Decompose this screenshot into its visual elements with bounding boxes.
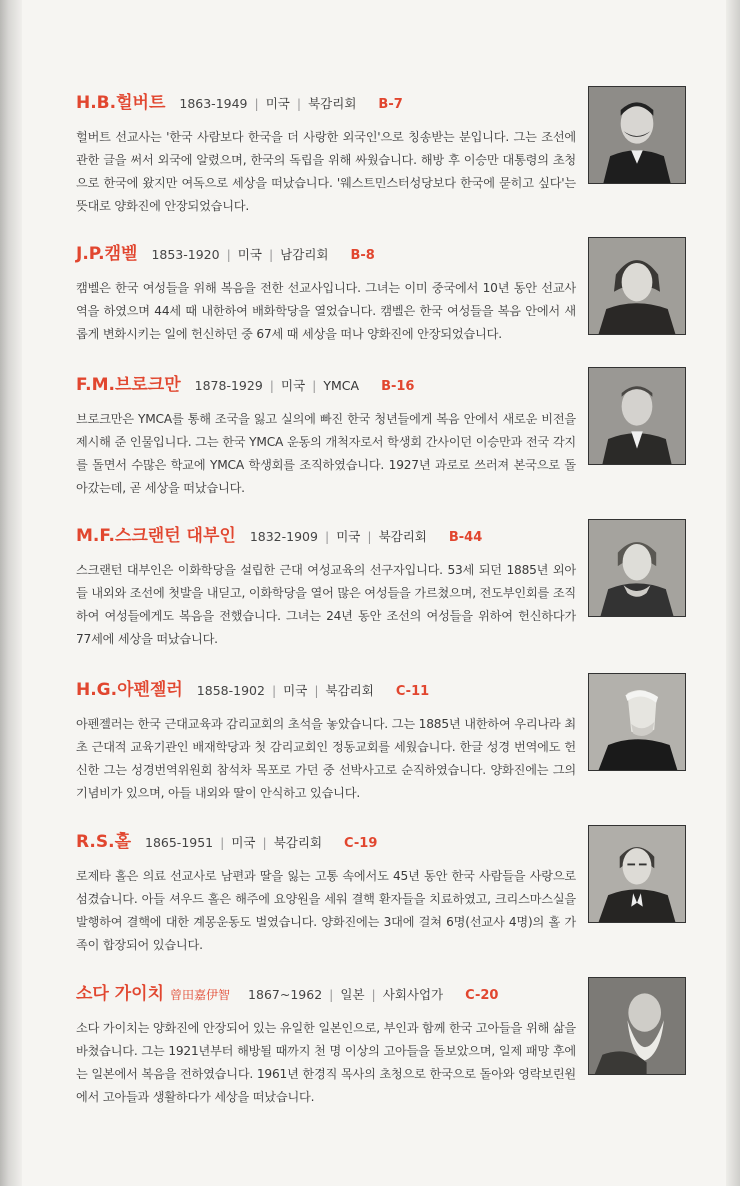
entry-soda: [76, 979, 576, 1109]
entry-appenzeller: [76, 675, 576, 805]
entry-country: 미국: [265, 96, 290, 111]
divider: |: [296, 96, 302, 111]
entry-years: 1867~1962: [248, 987, 323, 1002]
portrait-photo: [588, 977, 686, 1075]
entry-org: 사회사업가: [382, 987, 444, 1002]
entry-name: H.G.아펜젤러: [76, 680, 183, 700]
entry-country: 미국: [237, 247, 262, 262]
entry-code: C-11: [395, 684, 430, 699]
entry-years: 1832-1909: [249, 529, 318, 544]
entry-campbell: [76, 239, 576, 346]
entry-code: B-8: [350, 248, 375, 263]
entry-name: F.M.브로크만: [76, 375, 181, 395]
entry-org: 북감리회: [308, 96, 357, 111]
entry-country: 미국: [281, 378, 306, 393]
divider: |: [312, 378, 317, 393]
entry-name: J.P.캠벨: [76, 244, 138, 264]
entry-header: [76, 88, 576, 113]
entry-country: 미국: [231, 835, 256, 850]
entry-org: 남감리회: [280, 247, 329, 262]
entry-code: C-20: [465, 988, 499, 1003]
entry-name: 소다 가이치: [76, 984, 165, 1004]
entry-years: 1878-1929: [194, 378, 263, 393]
entry-description: 캠벨은 한국 여성들을 위해 복음을 전한 선교사입니다. 그녀는 이미 중국에서 10년 동안 선교사역을 하였으며 44세 때 내한하여 배화학당을 열었습니다. 캠벨은 한국 여성들을 복음 안에서 새롭게 변화시키는 일에 헌신하던 중 67세 때 세상을 떠나 양화진에 안장되었습니다.: [76, 281, 576, 341]
divider: |: [367, 529, 372, 544]
divider: |: [371, 987, 376, 1002]
portrait-photo: [588, 86, 686, 184]
entry-years: 1865-1951: [145, 835, 214, 850]
entry-hall: [76, 827, 576, 957]
entry-hulbert: [76, 88, 576, 218]
divider: |: [314, 683, 319, 698]
portrait-photo: [588, 825, 686, 923]
portrait-photo: [588, 367, 686, 465]
entry-code: B-16: [381, 379, 415, 394]
entry-name: H.B.헐버트: [76, 93, 166, 113]
portrait-photo: [588, 673, 686, 771]
entry-description: 아펜젤러는 한국 근대교육과 감리교회의 초석을 놓았습니다. 그는 1885년 내한하여 우리나라 최초 근대적 교육기관인 배재학당과 첫 감리교회인 정동교회를 세웠습니다. 한글 성경 번역에도 헌신한 그는 성경번역위원회 참석차 목포로 가던 중 선박사고로 순직하였습니다. 양화진에는 그의 기념비가 있으며, 아들 내외와 딸이 안식하고 있습니다.: [76, 717, 576, 800]
entry-header: [76, 979, 576, 1004]
divider: |: [226, 247, 231, 262]
entry-code: B-44: [448, 530, 483, 545]
divider: |: [324, 529, 330, 544]
entry-code: B-7: [378, 97, 403, 112]
entry-header: [76, 827, 576, 852]
divider: |: [269, 378, 274, 393]
entry-brockman: [76, 370, 576, 500]
entry-description: 소다 가이치는 양화진에 안장되어 있는 유일한 일본인으로, 부인과 함께 한국 고아들을 위해 삶을 바쳤습니다. 그는 1921년부터 해방될 때까지 천 명 이상의 고아들을 돌보았으며, 일제 패망 후에는 일본에서 복음을 전하였습니다. 1961년 한경직 목사의 초청으로 한국으로 돌아와 영락보린원에서 고아들과 생활하다가 세상을 떠났습니다.: [76, 1021, 576, 1104]
entry-header: [76, 239, 576, 264]
entry-years: 1853-1920: [151, 247, 220, 262]
entry-country: 미국: [336, 529, 361, 544]
entry-header: [76, 521, 576, 546]
entry-org: 북감리회: [325, 683, 374, 698]
entry-name: M.F.스크랜턴 대부인: [76, 526, 236, 546]
entry-org: YMCA: [323, 378, 360, 393]
entry-country: 미국: [283, 683, 308, 698]
entry-description: 헐버트 선교사는 '한국 사람보다 한국을 더 사랑한 외국인'으로 칭송받는 분입니다. 그는 조선에 관한 글을 써서 외국에 알렸으며, 한국의 독립을 위해 싸웠습니다. 해방 후 이승만 대통령의 초청으로 한국에 왔지만 여독으로 세상을 떠났습니다. '웨스트민스터성당보다 한국에 묻히고 싶다'는 뜻대로 양화진에 안장되었습니다.: [76, 130, 576, 213]
entry-description: 브로크만은 YMCA를 통해 조국을 잃고 실의에 빠진 한국 청년들에게 복음 안에서 새로운 비전을 제시해 준 인물입니다. 그는 한국 YMCA 운동의 개척자로서 학생회 간사이던 이승만과 전국 각지를 돌면서 수많은 학교에 YMCA 학생회를 조직하였습니다. 1927년 과로로 쓰러져 본국으로 돌아갔는데, 곧 세상을 떠났습니다.: [76, 412, 576, 495]
entry-header: [76, 370, 576, 395]
entry-hanja: 曾田嘉伊智: [170, 988, 231, 1002]
entry-years: 1863-1949: [179, 96, 248, 111]
entry-description: 로제타 홀은 의료 선교사로 남편과 딸을 잃는 고통 속에서도 45년 동안 한국 사람들을 사랑으로 섬겼습니다. 아들 셔우드 홀은 해주에 요양원을 세워 결핵 환자들을 치료하였고, 크리스마스실을 발행하여 결핵에 대한 계몽운동도 벌였습니다. 양화진에는 3대에 걸쳐 6명(선교사 4명)의 홀 가족이 합장되어 있습니다.: [76, 869, 576, 952]
page-binding-edge: [0, 0, 22, 1186]
portrait-photo: [588, 519, 686, 617]
entry-years: 1858-1902: [196, 683, 265, 698]
divider: |: [262, 835, 267, 850]
page-right-edge: [726, 0, 740, 1186]
divider: |: [254, 96, 259, 111]
entry-header: [76, 675, 576, 700]
entry-name: R.S.홀: [76, 832, 131, 852]
entry-country: 일본: [340, 987, 365, 1002]
entry-scranton: [76, 521, 576, 651]
entry-description: 스크랜턴 대부인은 이화학당을 설립한 근대 여성교육의 선구자입니다. 53세 되던 1885년 외아들 내외와 조선에 첫발을 내딛고, 이화학당을 열어 많은 여성들을 가르쳤으며, 전도부인회를 조직하여 여성들에게도 복음을 전했습니다. 그녀는 24년 동안 조선의 여성들을 위하여 헌신하다가 77세에 세상을 떠났습니다.: [76, 563, 576, 646]
entry-code: C-19: [344, 836, 378, 851]
entry-org: 북감리회: [273, 835, 323, 850]
portrait-photo: [588, 237, 686, 335]
entry-org: 북감리회: [378, 529, 427, 544]
divider: |: [271, 683, 277, 698]
divider: |: [220, 835, 225, 850]
divider: |: [268, 247, 274, 262]
divider: |: [329, 987, 334, 1002]
